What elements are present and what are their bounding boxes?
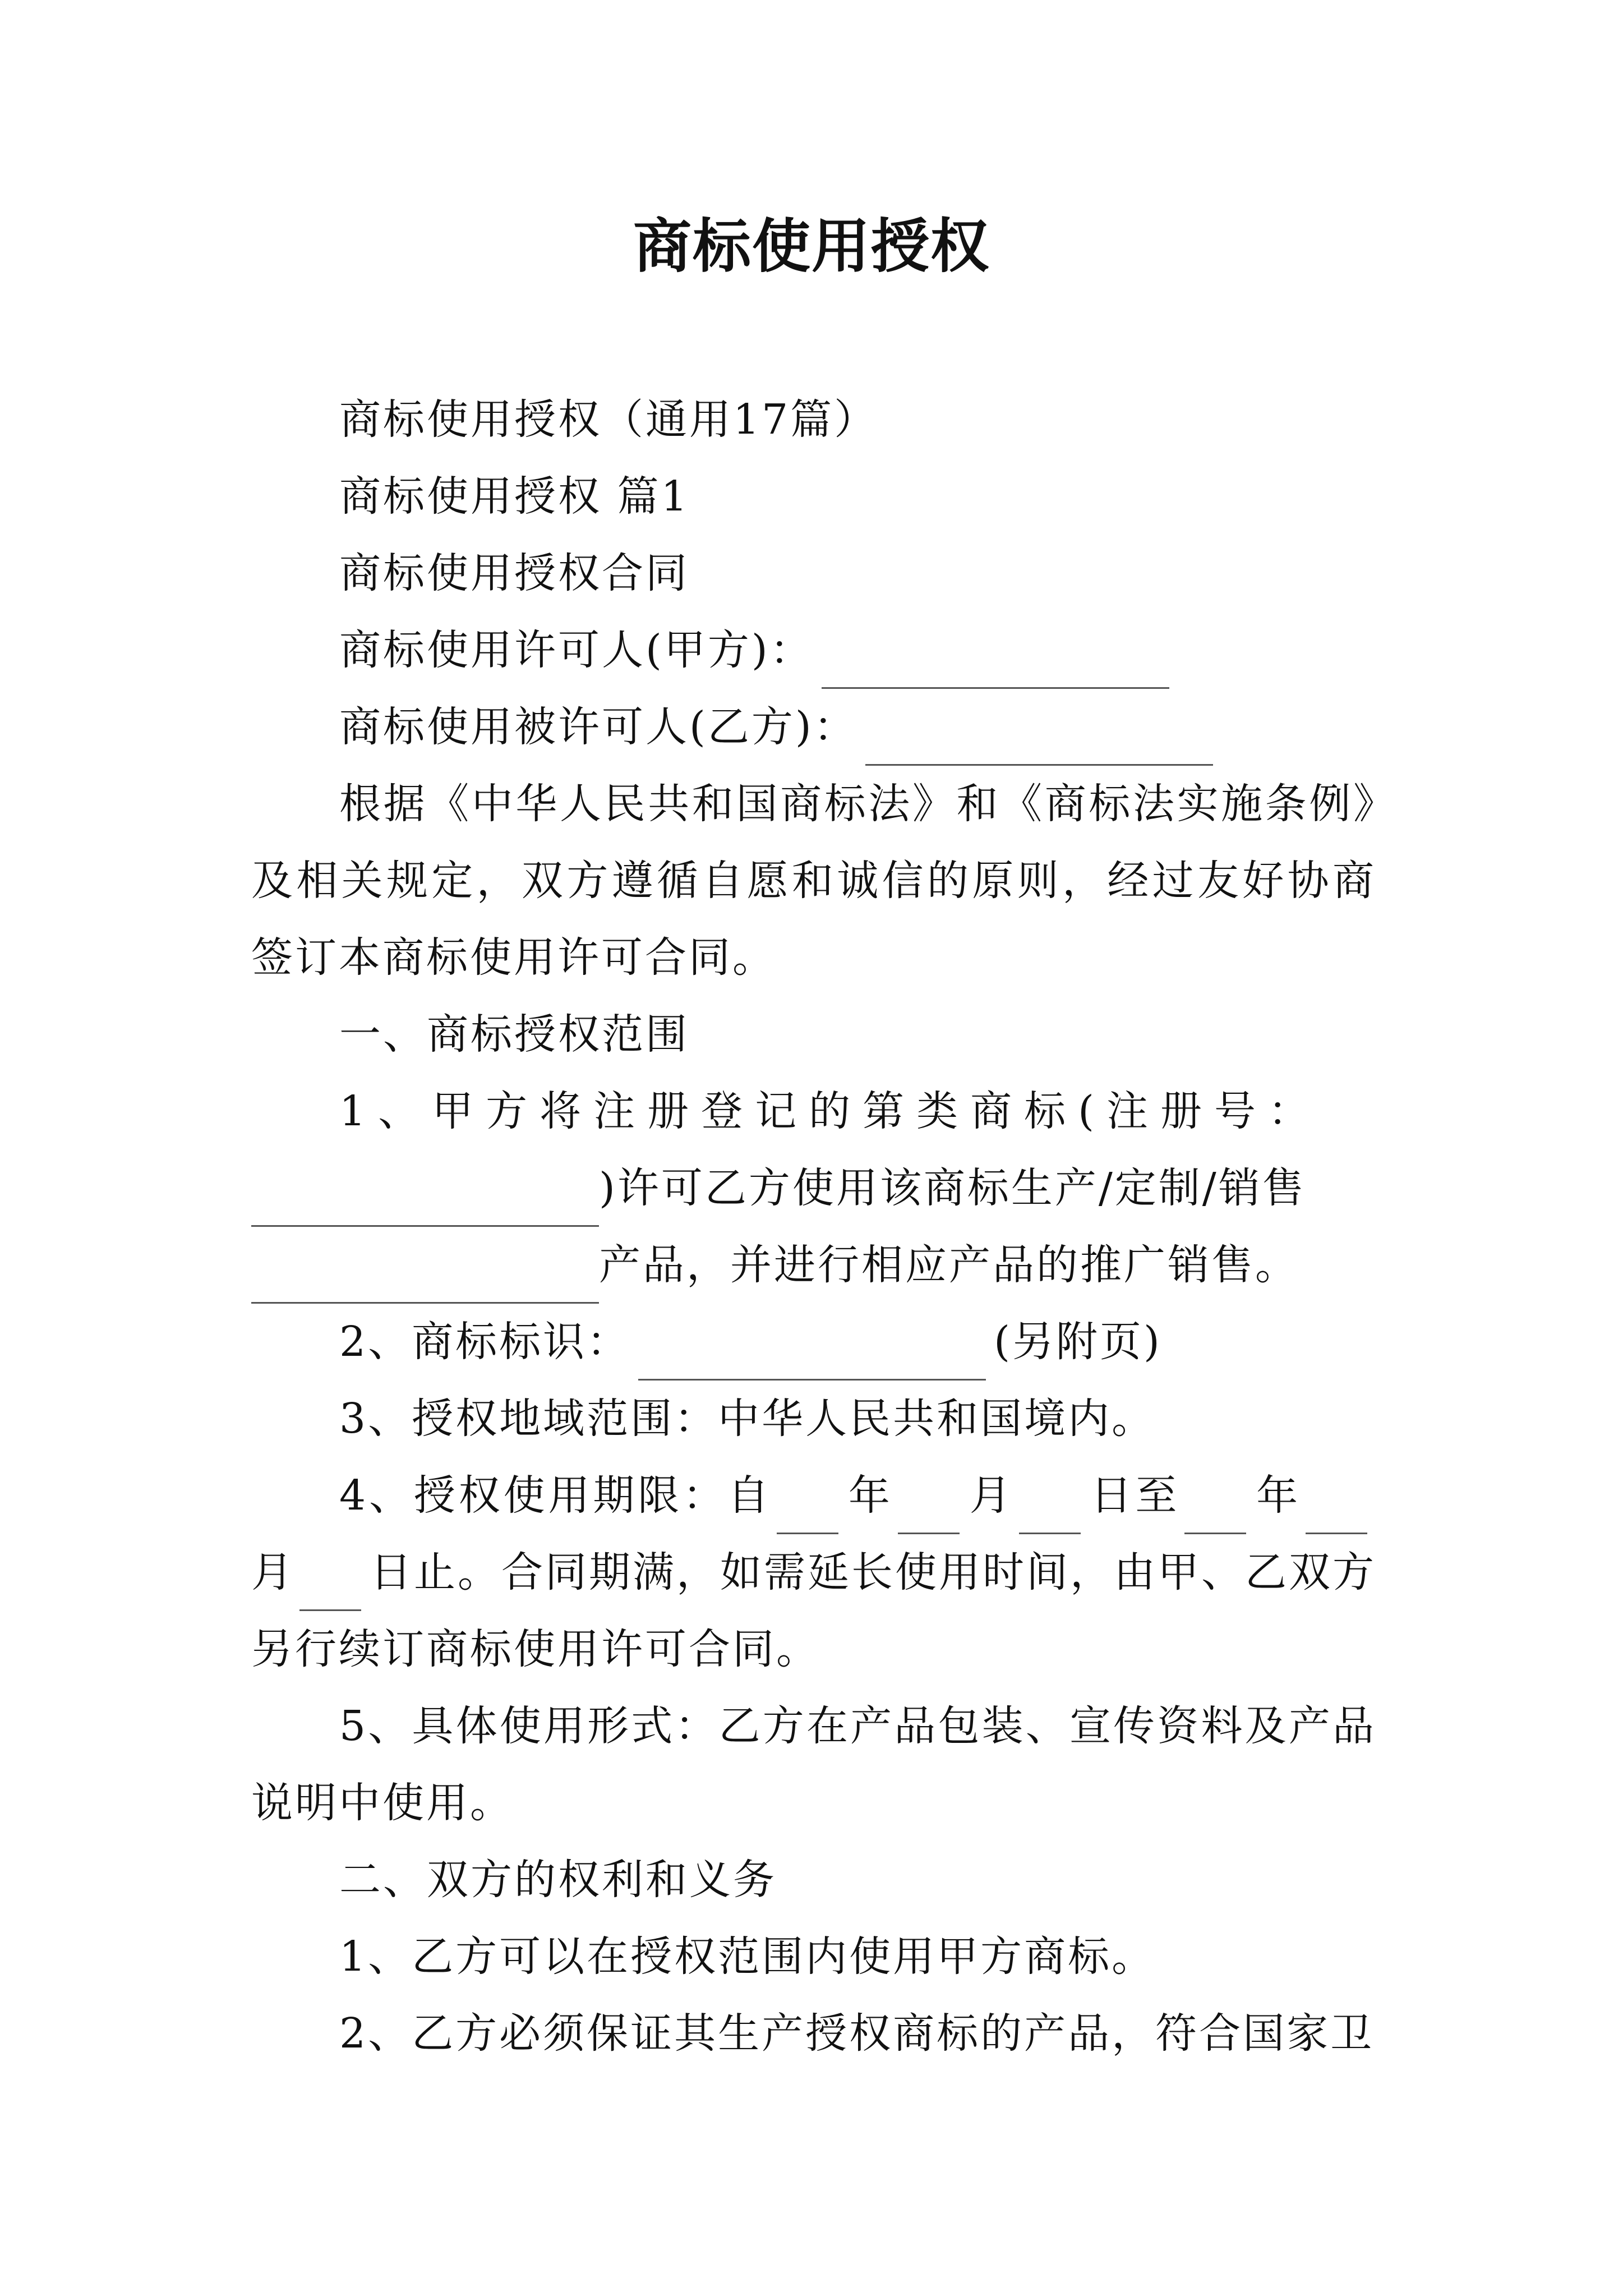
- party-b-label: 商标使用被许可人(乙方)：: [339, 703, 857, 751]
- party-b-blank: [865, 710, 1213, 766]
- clause-1-4-text: 日止。合同期满，如需延长使用时间，由甲、乙双方另行续订商标使用许可合同。: [251, 1548, 1376, 1673]
- heading-article-1: 商标使用授权 篇1: [339, 472, 690, 521]
- clause-1-1-line-2: [251, 1150, 1376, 1227]
- clause-1-1-line-3: [251, 1227, 1376, 1304]
- section-1-heading: 一、商标授权范围: [339, 1010, 689, 1059]
- party-a-blank: [822, 633, 1169, 689]
- section-2-heading: 二、双方的权利和义务: [339, 1856, 777, 1904]
- document-body: [251, 381, 1376, 2072]
- start-year-blank: [777, 1479, 838, 1534]
- clause-1-2: [251, 1304, 1376, 1381]
- clause-1-2-suffix: (另附页): [994, 1318, 1162, 1366]
- preamble-paragraph: 根据《中华人民共和国商标法》和《商标法实施条例》及相关规定，双方遵循自愿和诚信的原则，经过友好协商签订本商标使用许可合同。: [251, 780, 1376, 982]
- heading-contract: 商标使用授权合同: [339, 549, 689, 597]
- party-b-line: [251, 689, 1376, 766]
- start-year-label: 年: [847, 1471, 893, 1520]
- end-day-blank: [299, 1556, 361, 1611]
- end-year-label: 年: [1255, 1471, 1301, 1520]
- product-blank: [251, 1248, 599, 1304]
- clause-2-2: 2、乙方必须保证其生产授权商标的产品，符合国家卫: [339, 2009, 1375, 2058]
- end-month-label: 月: [251, 1548, 295, 1596]
- clause-1-4-label: 4、授权使用期限：自: [339, 1471, 772, 1520]
- clause-2-1: 1、乙方可以在授权范围内使用甲方商标。: [339, 1932, 1156, 1981]
- heading-collection: 商标使用授权（通用17篇）: [339, 395, 878, 444]
- clause-1-5: 5、具体使用形式：乙方在产品包装、宣传资料及产品说明中使用。: [251, 1702, 1376, 1827]
- start-month-blank: [898, 1479, 960, 1534]
- start-day-blank: [1019, 1479, 1081, 1534]
- trademark-mark-blank: [638, 1325, 986, 1381]
- party-a-label: 商标使用许可人(甲方)：: [339, 626, 814, 674]
- clause-1-2-label: 2、商标标识：: [339, 1318, 631, 1366]
- clause-1-1-line: [251, 1073, 1376, 1150]
- registration-number-blank: [251, 1171, 599, 1227]
- end-month-blank: [1306, 1479, 1367, 1534]
- start-day-label: 日至: [1089, 1471, 1181, 1520]
- clause-1-3: 3、授权地域范围：中华人民共和国境内。: [339, 1395, 1156, 1443]
- party-a-line: [251, 612, 1376, 689]
- clause-1-1-text-3: 产品，并进行相应产品的推广销售。: [599, 1241, 1299, 1289]
- start-month-label: 月: [968, 1471, 1015, 1520]
- clause-1-1-text: 1、甲方将注册登记的第类商标(注册号：: [339, 1087, 1322, 1135]
- clause-1-1-text-2: )许可乙方使用该商标生产/定制/销售: [599, 1164, 1306, 1212]
- document-title: 商标使用授权: [633, 212, 990, 280]
- clause-1-4: [251, 1457, 1376, 1688]
- end-year-blank: [1184, 1479, 1246, 1534]
